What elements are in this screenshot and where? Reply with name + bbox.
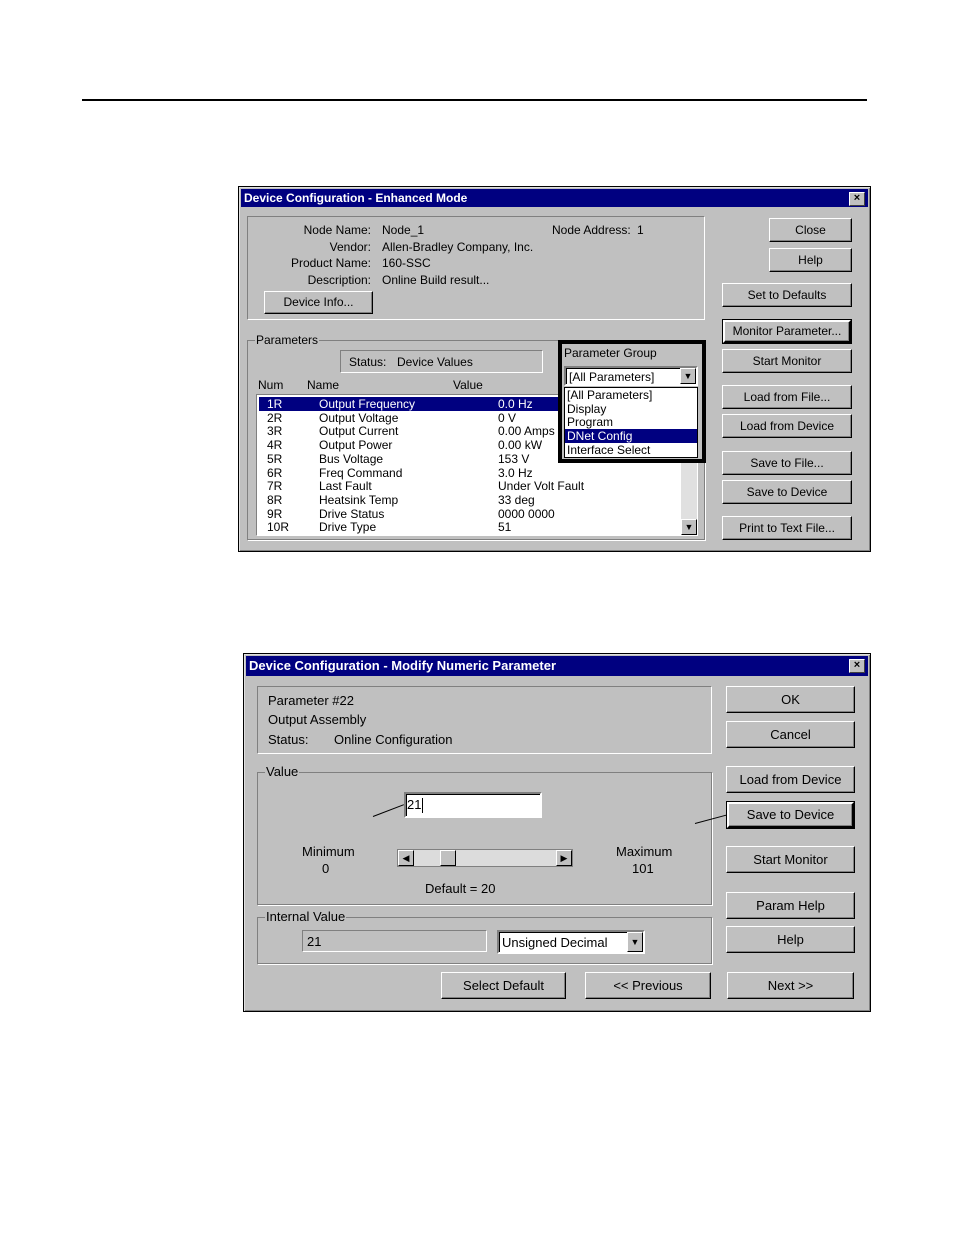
list-item-name: Heatsink Temp (319, 492, 399, 507)
load-from-device-button[interactable]: Load from Device (726, 766, 855, 793)
list-item-num: 4R (267, 438, 283, 453)
next-button[interactable]: Next >> (727, 972, 854, 999)
list-item-name: Freq Command (319, 465, 403, 480)
list-item-value: Under Volt Fault (498, 479, 585, 494)
chevron-down-icon[interactable]: ▼ (680, 368, 696, 384)
internal-value-group-label: Internal Value (266, 909, 346, 924)
dropdown-option[interactable] (565, 443, 697, 457)
dialog-title-bar (241, 189, 868, 207)
dropdown-option-label: Interface Select (567, 442, 651, 457)
parameter-group-label: Parameter Group (564, 346, 657, 360)
column-header-num: Num (258, 378, 284, 392)
list-item-name: Bus Voltage (319, 451, 384, 466)
text-caret (422, 798, 423, 813)
dropdown-option-label: DNet Config (567, 429, 633, 444)
list-item-value: 0.00 Amps (498, 424, 555, 439)
format-select[interactable] (497, 930, 645, 954)
list-item-name: Drive Status (319, 506, 385, 521)
dropdown-option[interactable] (565, 429, 697, 443)
list-item-name: Output Power (319, 438, 393, 453)
list-item-name: Output Frequency (319, 397, 416, 411)
list-item-num: 9R (267, 506, 283, 521)
print-to-text-file-button[interactable]: Print to Text File... (722, 516, 852, 540)
dropdown-option[interactable] (565, 402, 697, 416)
previous-button[interactable]: << Previous (585, 972, 711, 999)
node-address-label: Node Address: (552, 223, 631, 237)
modify-numeric-parameter-dialog (243, 653, 871, 1012)
help-button[interactable]: Help (769, 248, 852, 272)
column-header-value: Value (453, 378, 483, 392)
help-button[interactable]: Help (726, 926, 855, 953)
list-item-value: 3.0 Hz (498, 465, 533, 480)
close-button[interactable]: Close (769, 218, 852, 242)
list-item[interactable] (259, 493, 679, 507)
save-to-device-button[interactable]: Save to Device (722, 480, 852, 504)
start-monitor-button[interactable]: Start Monitor (722, 349, 852, 373)
list-item-num: 8R (267, 492, 283, 507)
list-item-num: 2R (267, 410, 283, 425)
param-help-button[interactable]: Param Help (726, 892, 855, 919)
list-item-num: 6R (267, 465, 283, 480)
list-item[interactable] (259, 507, 679, 521)
vendor-label: Vendor: (329, 240, 371, 254)
list-item[interactable] (259, 466, 679, 480)
dialog-title-bar (246, 656, 868, 676)
value-input[interactable] (404, 792, 542, 818)
save-to-device-button[interactable]: Save to Device (727, 802, 854, 828)
scroll-down-icon[interactable]: ▼ (681, 519, 697, 535)
list-item-value: 153 V (498, 451, 530, 466)
device-info-button[interactable]: Device Info... (264, 291, 373, 314)
list-item-name: Output Voltage (319, 410, 399, 425)
internal-value-field (302, 930, 487, 952)
internal-value-text: 21 (307, 934, 322, 949)
default-text: Default = 20 (425, 881, 496, 896)
dropdown-option-label: [All Parameters] (567, 388, 653, 402)
save-to-file-button[interactable]: Save to File... (722, 451, 852, 475)
page-rule (82, 99, 867, 101)
dropdown-option-label: Program (567, 415, 614, 430)
list-item[interactable] (259, 479, 679, 493)
parameter-group-dropdown[interactable] (564, 387, 698, 458)
chevron-down-icon[interactable]: ▼ (627, 932, 643, 952)
vendor-value: Allen-Bradley Company, Inc. (382, 240, 534, 254)
value-slider[interactable] (397, 849, 573, 867)
list-item[interactable] (259, 520, 679, 534)
slider-left-icon[interactable]: ◀ (398, 850, 414, 866)
status-value: Online Configuration (334, 732, 453, 747)
parameter-group-combo[interactable] (564, 366, 698, 386)
cancel-button[interactable]: Cancel (726, 721, 855, 748)
select-default-button[interactable]: Select Default (441, 972, 566, 999)
close-icon[interactable]: × (849, 192, 865, 206)
list-item-num: 1R (267, 397, 283, 411)
description-label: Description: (307, 273, 371, 287)
parameter-number: Parameter #22 (268, 693, 354, 708)
product-name-value: 160-SSC (382, 256, 431, 270)
slider-thumb[interactable] (440, 850, 456, 866)
node-name-label: Node Name: (303, 223, 371, 237)
list-item-value: 0.00 kW (498, 438, 543, 453)
minimum-value: 0 (322, 861, 330, 876)
list-item-num: 3R (267, 424, 283, 439)
status-value: Device Values (397, 355, 473, 369)
dropdown-option-label: Display (567, 401, 607, 416)
dropdown-option[interactable] (565, 415, 697, 429)
product-name-label: Product Name: (290, 256, 371, 270)
format-selected: Unsigned Decimal (502, 935, 608, 950)
minimum-label: Minimum (302, 844, 355, 859)
parameters-group-label: Parameters (256, 333, 319, 347)
list-item-num: 7R (267, 479, 283, 494)
maximum-label: Maximum (616, 844, 673, 859)
status-label: Status: (268, 732, 309, 747)
value-group-label: Value (266, 764, 299, 779)
set-defaults-button[interactable]: Set to Defaults (722, 283, 852, 307)
list-item-name: Last Fault (319, 479, 372, 494)
enhanced-mode-dialog (238, 186, 871, 552)
description-value: Online Build result... (382, 273, 490, 287)
column-header-name: Name (307, 378, 340, 392)
list-item-name: Drive Type (319, 520, 377, 535)
list-item-value: 33 deg (498, 492, 535, 507)
value-input-text: 21 (407, 797, 422, 812)
list-item-num: 10R (267, 520, 290, 535)
node-address-value: 1 (637, 223, 644, 237)
list-item-num: 5R (267, 451, 283, 466)
status-label: Status: (349, 355, 387, 369)
list-item-name: Output Current (319, 424, 399, 439)
slider-right-icon[interactable]: ▶ (556, 850, 572, 866)
node-name-value: Node_1 (382, 223, 425, 237)
list-item-value: 0 V (498, 410, 517, 425)
ok-button[interactable]: OK (726, 686, 855, 713)
parameter-group-selected: [All Parameters] (569, 370, 655, 384)
dialog-title: Device Configuration - Enhanced Mode (244, 191, 468, 205)
start-monitor-button[interactable]: Start Monitor (726, 846, 855, 873)
close-icon[interactable]: × (849, 659, 865, 673)
maximum-value: 101 (632, 861, 654, 876)
list-item-value: 51 (498, 520, 512, 535)
dropdown-option[interactable] (565, 388, 697, 402)
monitor-parameter-button[interactable]: Monitor Parameter... (723, 320, 851, 343)
parameter-name: Output Assembly (268, 712, 367, 727)
load-from-device-button[interactable]: Load from Device (722, 414, 852, 438)
parameter-group-highlight (558, 340, 706, 463)
list-item-value: 0000 0000 (498, 506, 555, 521)
dialog-title: Device Configuration - Modify Numeric Parameter (249, 658, 557, 673)
list-item-value: 0.0 Hz (498, 397, 533, 411)
load-from-file-button[interactable]: Load from File... (722, 385, 852, 409)
